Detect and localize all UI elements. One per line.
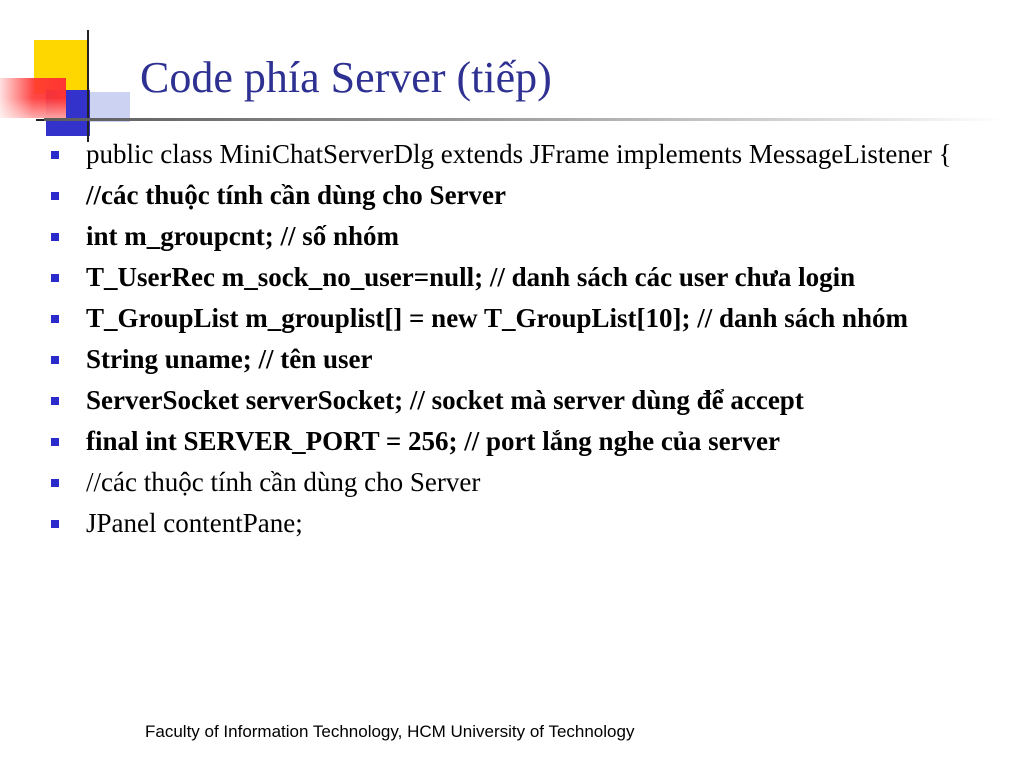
bullet-item (46, 179, 1006, 211)
bullet-item (46, 220, 1006, 252)
bullet-text: JPanel contentPane; (86, 508, 303, 538)
bullet-text: final int SERVER_PORT = 256; // port lắng nghe của server (86, 426, 781, 456)
slide-title: Code phía Server (tiếp) (140, 53, 552, 102)
bullet-text: ServerSocket serverSocket; // socket mà server dùng để accept (86, 385, 804, 415)
bullet-square-icon (51, 151, 59, 159)
bullet-item (46, 425, 1006, 457)
bullet-item (46, 302, 1006, 334)
bullet-text: String uname; // tên user (86, 344, 373, 374)
bullet-text: T_UserRec m_sock_no_user=null; // danh sách các user chưa login (86, 262, 856, 292)
bullet-text: public class MiniChatServerDlg extends JFrame implements MessageListener { (86, 139, 952, 169)
bullet-square-icon (51, 438, 59, 446)
bullet-item (46, 384, 1006, 416)
bullet-text: //các thuộc tính cần dùng cho Server (86, 180, 507, 210)
bullet-text: //các thuộc tính cần dùng cho Server (86, 467, 481, 497)
bullet-text: T_GroupList m_grouplist[] = new T_GroupList[10]; // danh sách nhóm (86, 303, 909, 333)
bullet-square-icon (51, 397, 59, 405)
bullet-square-icon (51, 520, 59, 528)
bullet-item (46, 138, 1006, 170)
bullet-item (46, 343, 1006, 375)
bullet-text: int m_groupcnt; // số nhóm (86, 221, 400, 251)
bullet-square-icon (51, 192, 59, 200)
bullet-square-icon (51, 233, 59, 241)
bullet-item (46, 261, 1006, 293)
bullet-square-icon (51, 479, 59, 487)
bullet-square-icon (51, 356, 59, 364)
bullet-square-icon (51, 274, 59, 282)
title-divider (44, 118, 1004, 121)
bullet-item (46, 507, 1006, 539)
bullet-list (46, 138, 1006, 548)
corner-decoration (0, 0, 140, 150)
footer-text: Faculty of Information Technology, HCM University of Technology (145, 722, 635, 741)
bullet-item (46, 466, 1006, 498)
bullet-square-icon (51, 315, 59, 323)
